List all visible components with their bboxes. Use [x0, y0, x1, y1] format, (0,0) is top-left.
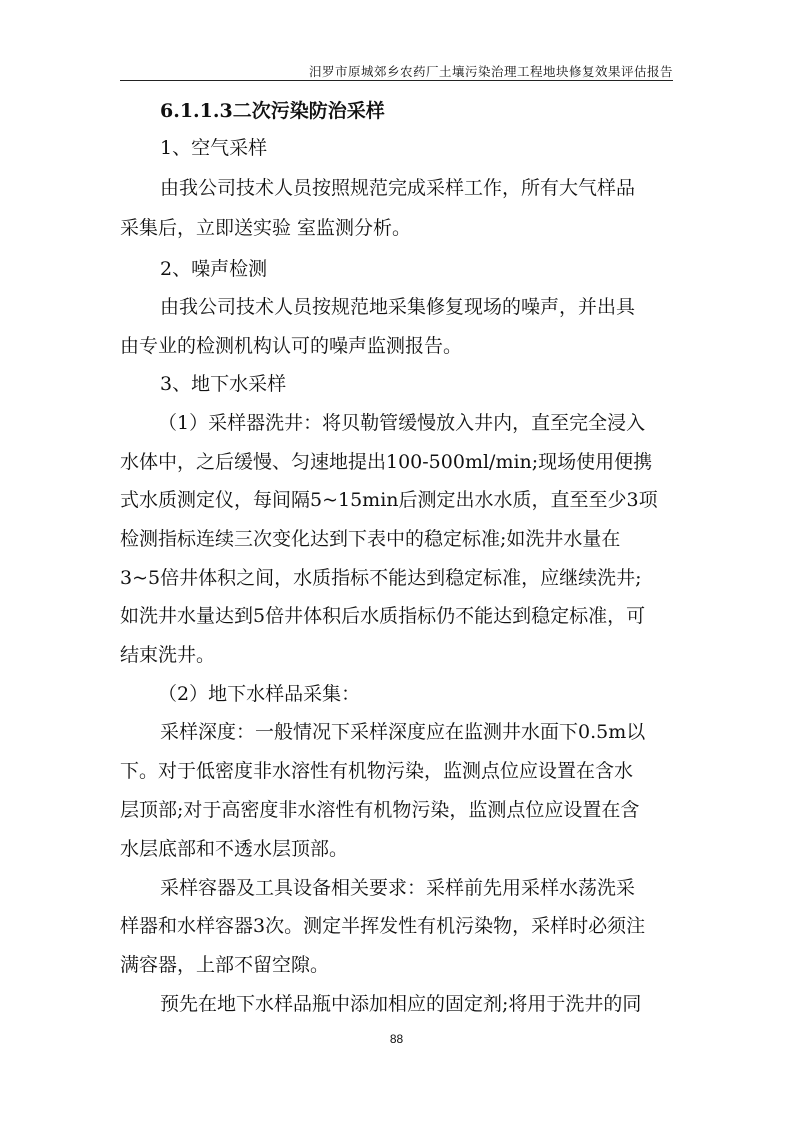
- page-header-title: 汨罗市原城郊乡农药厂土壤污染治理工程地块修复效果评估报告: [308, 64, 673, 79]
- text-line: 由专业的检测机构认可的噪声监测报告。: [120, 335, 463, 357]
- text-line: 由我公司技术人员按照规范完成采样工作，所有大气样品: [160, 177, 636, 199]
- text-line: 采样深度：一般情况下采样深度应在监测井水面下0.5m以: [160, 721, 646, 743]
- text-line: 样器和水样容器3次。测定半挥发性有机污染物，采样时必须注: [120, 915, 646, 937]
- header-rule: [120, 80, 673, 81]
- text-line: 3、地下水采样: [160, 373, 287, 395]
- text-line: 结束洗井。: [120, 644, 216, 666]
- text-line: 层顶部;对于高密度非水溶性有机物污染，监测点位应设置在含: [120, 799, 640, 821]
- text-line: 预先在地下水样品瓶中添加相应的固定剂;将用于洗井的同: [160, 993, 642, 1015]
- text-line: 下。对于低密度非水溶性有机物污染，监测点位应设置在含水: [120, 760, 634, 782]
- text-line: 如洗井水量达到5倍井体积后水质指标仍不能达到稳定标准，可: [120, 605, 646, 627]
- text-line: （1）采样器洗井：将贝勒管缓慢放入井内，直至完全浸入: [158, 412, 646, 434]
- text-line: 2、噪声检测: [160, 258, 268, 280]
- text-line: 水层底部和不透水层顶部。: [120, 838, 349, 860]
- text-line: 检测指标连续三次变化达到下表中的稳定标准;如洗井水量在: [120, 528, 621, 550]
- text-line: （2）地下水样品采集：: [158, 683, 361, 705]
- text-line: 式水质测定仪，每间隔5~15min后测定出水水质，直至至少3项: [120, 489, 658, 511]
- text-line: 3~5倍井体积之间，水质指标不能达到稳定标准，应继续洗井;: [120, 567, 642, 589]
- text-line: 采集后，立即送实验 室监测分析。: [120, 217, 412, 239]
- text-line: 采样容器及工具设备相关要求：采样前先用采样水荡洗采: [160, 877, 636, 899]
- text-line: 由我公司技术人员按规范地采集修复现场的噪声，并出具: [160, 296, 636, 318]
- text-line: 1、空气采样: [160, 137, 268, 159]
- text-line: 水体中，之后缓慢、匀速地提出100-500ml/min;现场使用便携: [120, 451, 653, 473]
- section-heading: 6.1.1.3二次污染防治采样: [160, 100, 385, 122]
- page-number: 88: [389, 1032, 404, 1046]
- text-line: 满容器，上部不留空隙。: [120, 954, 330, 976]
